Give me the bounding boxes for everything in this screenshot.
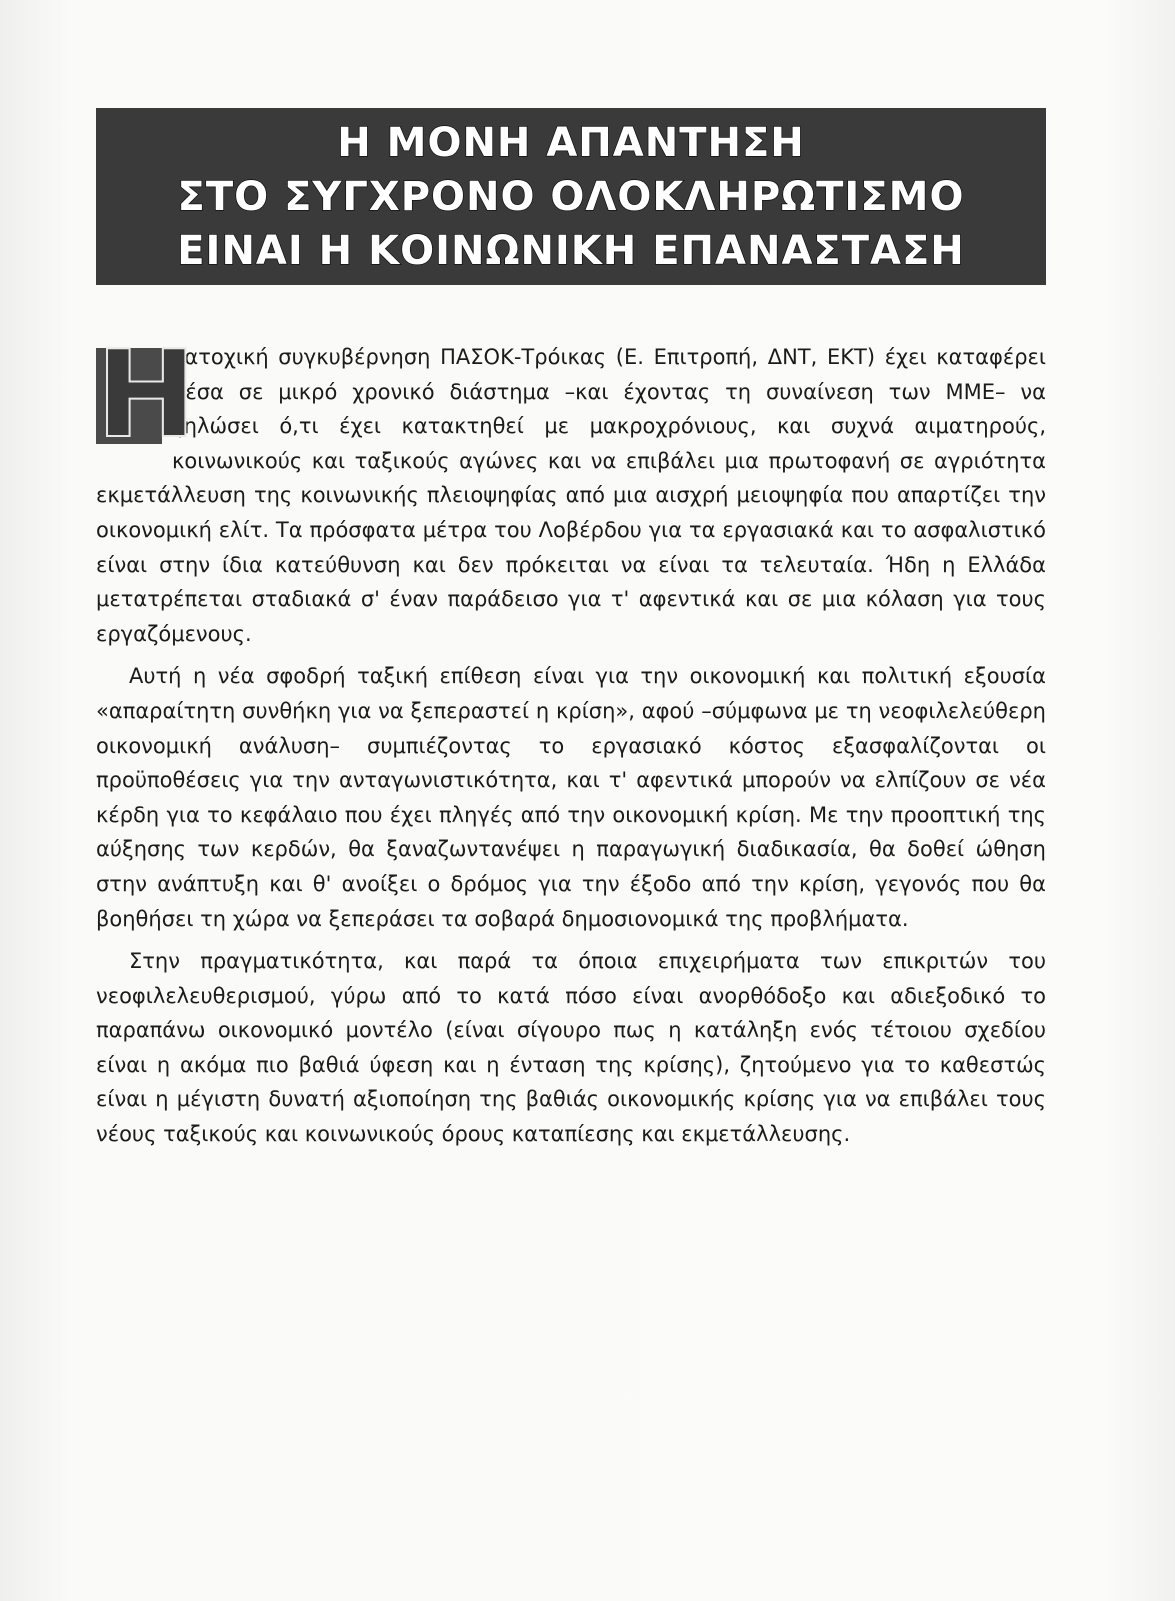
title-banner	[96, 108, 1046, 285]
paragraph-3: Στην πραγματικότητα, και παρά τα όποια επιχειρήματα των επικριτών του νεοφιλελευθερισμού, γύρω από το κατά πόσο είναι ανορθόδοξο και αδιεξοδικό το παραπάνω οικονομικό μοντέλο (είναι σίγουρο πως η κατάληξη ενός τέτοιου σχεδίου είναι η ακόμα πιο βαθιά ύφεση και η ένταση της κρίσης), ζητούμενο για το καθεστώς είναι η μέγιστη δυνατή αξιοποίηση της βαθιάς οικονομικής κρίσης για να επιβάλει τους νέους ταξικούς και κοινωνικούς όρους καταπίεσης και εκμετάλλευσης.	[96, 949, 1046, 1147]
title-line-3: ΕΙΝΑΙ Η ΚΟΙΝΩΝΙΚΗ ΕΠΑΝΑΣΤΑΣΗ	[177, 228, 965, 274]
paragraph-1-text: κατοχική συγκυβέρνηση ΠΑΣΟΚ-Τρόικας (Ε. Επιτροπή, ΔΝΤ, ΕΚΤ) έχει καταφέρει μέσα σε μικρό χρονικό διάστημα –και έχοντας τη συναίνεση των ΜΜΕ– να ξηλώσει ό,τι έχει κατακτηθεί με μακροχρόνιους, και συχνά αιματηρούς, κοινωνικούς και ταξικούς αγώνες και να επιβάλει μια πρωτοφανή σε αγριότητα εκμετάλλευση της κοινωνικής πλειοψηφίας από μια αισχρή μειοψηφία που απαρτίζει την οικονομική ελίτ. Τα πρόσφατα μέτρα του Λοβέρδου για τα εργασιακά και το ασφαλιστικό είναι στην ίδια κατεύθυνση και δεν πρόκειται να είναι τα τελευταία. Ήδη η Ελλάδα μετατρέπεται σταδιακά σ' έναν παράδεισο για τ' αφεντικά και σε μια κόλαση για τους εργαζόμενους.	[96, 345, 1046, 646]
drop-cap: Η	[96, 326, 197, 465]
title-line-2: ΣΤΟ ΣΥΓΧΡΟΝΟ ΟΛΟΚΛΗΡΩΤΙΣΜΟ	[177, 174, 965, 220]
paragraph-2: Αυτή η νέα σφοδρή ταξική επίθεση είναι για την οικονομική και πολιτική εξουσία «απαραίτητη συνθήκη για να ξεπεραστεί η κρίση», αφού –σύμφωνα με τη νεοφιλελεύθερη οικονομική ανάλυση– συμπιέζοντας το εργασιακό κόστος εξασφαλίζονται οι προϋποθέσεις για την ανταγωνιστικότητα, και τ' αφεντικά μπορούν να ελπίζουν σε νέα κέρδη για το κεφάλαιο που έχει πληγές από την οικονομική κρίση. Με την προοπτική της αύξησης των κερδών, θα ξαναζωντανέψει η παραγωγική διαδικασία, θα δοθεί ώθηση στην ανάπτυξη και θ' ανοίξει ο δρόμος για την έξοδο από την κρίση, γεγονός που θα βοηθήσει τη χώρα να ξεπεράσει τα σοβαρά δημοσιονομικά της προβλήματα.	[96, 664, 1046, 931]
article-body	[96, 326, 1046, 1160]
title-line-1: Η ΜΟΝΗ ΑΠΑΝΤΗΣΗ	[337, 120, 805, 166]
paragraph-1	[96, 326, 1046, 651]
